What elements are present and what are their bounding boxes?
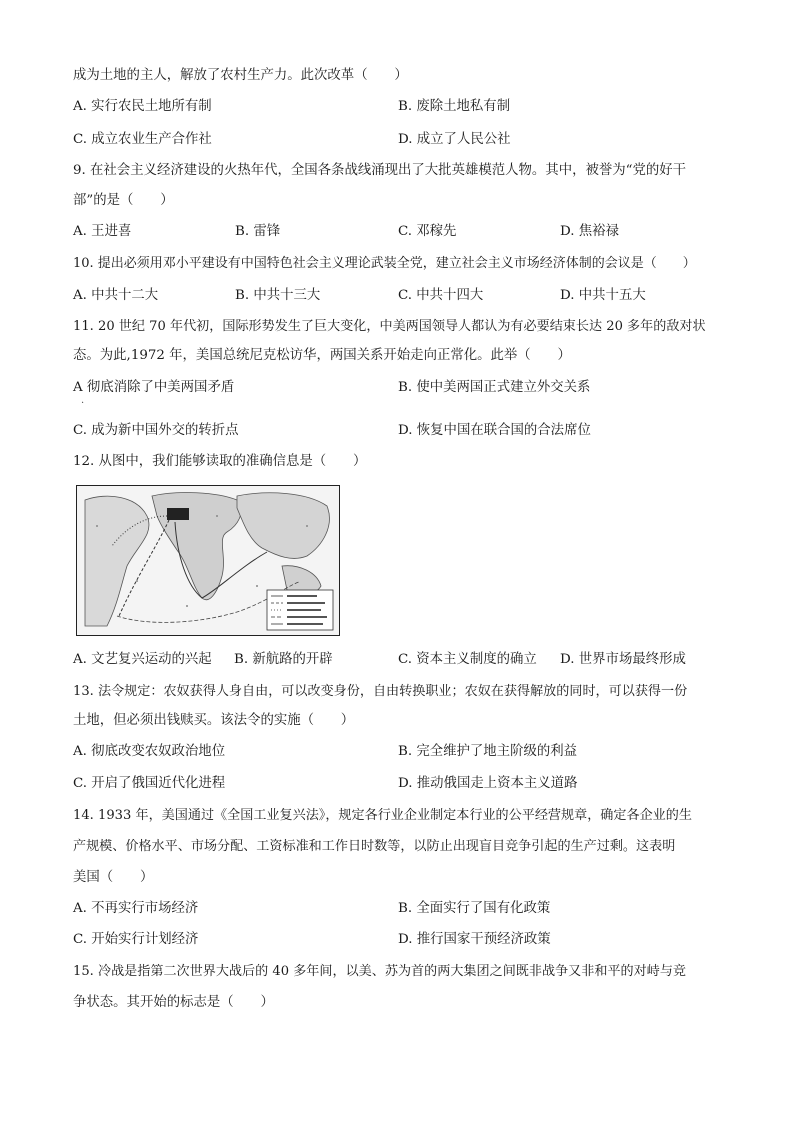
q14-stem-line1: 14. 1933 年，美国通过《全国工业复兴法》，规定各行业企业制定本行业的公平经营规章，确定各企业的生: [73, 808, 692, 823]
q8-option-d[interactable]: D. 成立了人民公社: [398, 132, 511, 147]
q8-option-b[interactable]: B. 废除土地私有制: [398, 99, 511, 114]
q15-stem-line2: 争状态。其开始的标志是（ ）: [73, 995, 274, 1010]
q13-stem-line2: 土地，但必须出钱赎买。该法令的实施（ ）: [73, 713, 355, 728]
q11-option-c[interactable]: C. 成为新中国外交的转折点: [73, 423, 239, 438]
q9-stem-line2: 部”的是（ ）: [73, 193, 174, 208]
q10-option-c[interactable]: C. 中共十四大: [398, 288, 484, 303]
new-sea-routes-map: [76, 485, 340, 636]
q13-option-a[interactable]: A. 彻底改变农奴政治地位: [73, 744, 226, 759]
q11-option-b[interactable]: B. 使中美两国正式建立外交关系: [398, 380, 591, 395]
q14-option-b[interactable]: B. 全面实行了国有化政策: [398, 901, 551, 916]
q10-option-b[interactable]: B. 中共十三大: [235, 288, 321, 303]
q10-option-d[interactable]: D. 中共十五大: [560, 288, 646, 303]
q11-stem-line1: 11. 20 世纪 70 年代初，国际形势发生了巨大变化，中美两国领导人都认为有必要结束长达 20 多年的敌对状: [73, 319, 706, 334]
q9-stem-line1: 9. 在社会主义经济建设的火热年代，全国各条战线涌现出了大批英雄模范人物。其中，被誉为“党的好干: [73, 163, 687, 178]
q12-option-b[interactable]: B. 新航路的开辟: [234, 652, 333, 667]
q15-stem-line1: 15. 冷战是指第二次世界大战后的 40 多年间，以美、苏为首的两大集团之间既非战争又非和平的对峙与竞: [73, 964, 687, 979]
q12-stem: 12. 从图中，我们能够读取的准确信息是（ ）: [73, 454, 367, 469]
q12-option-d[interactable]: D. 世界市场最终形成: [560, 652, 686, 667]
q12-option-a[interactable]: A. 文艺复兴运动的兴起: [73, 652, 212, 667]
q9-option-a[interactable]: A. 王进喜: [73, 224, 132, 239]
q13-stem-line1: 13. 法令规定：农奴获得人身自由，可以改变身份，自由转换职业；农奴在获得解放的同时，可以获得一份: [73, 684, 688, 699]
stray-dot: ·: [81, 398, 85, 409]
q8-option-c[interactable]: C. 成立农业生产合作社: [73, 132, 212, 147]
q10-option-a[interactable]: A. 中共十二大: [73, 288, 159, 303]
q13-option-b[interactable]: B. 完全维护了地主阶级的利益: [398, 744, 578, 759]
q11-option-a[interactable]: A 彻底消除了中美两国矛盾: [73, 380, 235, 395]
q14-option-d[interactable]: D. 推行国家干预经济政策: [398, 932, 551, 947]
q14-stem-line3: 美国（ ）: [73, 870, 154, 885]
q14-stem-line2: 产规模、价格水平、市场分配、工资标准和工作日时数等，以防止出现盲目竞争引起的生产过剩。这表明: [73, 839, 676, 854]
q9-option-d[interactable]: D. 焦裕禄: [560, 224, 619, 239]
q10-stem: 10. 提出必须用邓小平建设有中国特色社会主义理论武装全党，建立社会主义市场经济体制的会议是（ ）: [73, 256, 696, 271]
q14-option-c[interactable]: C. 开始实行计划经济: [73, 932, 199, 947]
map-illustration: [77, 486, 339, 635]
q8-stem-tail: 成为土地的主人，解放了农村生产力。此次改革（ ）: [73, 68, 408, 83]
q8-option-a[interactable]: A. 实行农民土地所有制: [73, 99, 212, 114]
q12-option-c[interactable]: C. 资本主义制度的确立: [398, 652, 537, 667]
q11-stem-line2: 态。为此,1972 年，美国总统尼克松访华，两国关系开始走向正常化。此举（ ）: [73, 348, 571, 363]
q13-option-d[interactable]: D. 推动俄国走上资本主义道路: [398, 776, 578, 791]
q11-option-d[interactable]: D. 恢复中国在联合国的合法席位: [398, 423, 591, 438]
q13-option-c[interactable]: C. 开启了俄国近代化进程: [73, 776, 226, 791]
q9-option-c[interactable]: C. 邓稼先: [398, 224, 457, 239]
q9-option-b[interactable]: B. 雷锋: [235, 224, 281, 239]
q14-option-a[interactable]: A. 不再实行市场经济: [73, 901, 199, 916]
